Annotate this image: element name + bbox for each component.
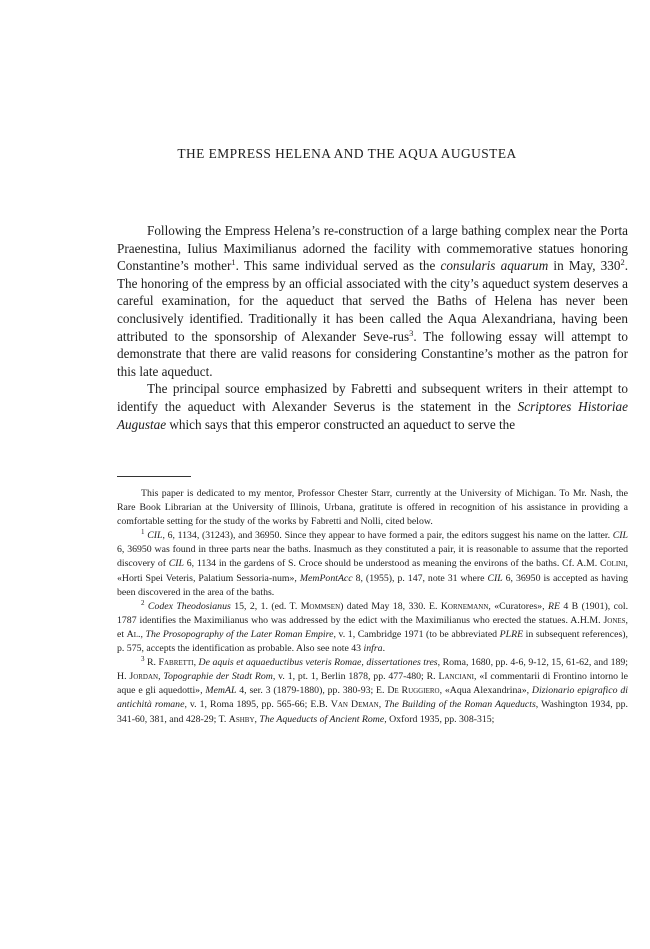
paragraph-2: The principal source emphasized by Fabretti and subsequent writers in their attempt to identify the aqueduct with Alexander Severus is the statement in the Scriptores Historiae Augustae which says that this emperor constructed an aqueduct to serve the xyxy=(117,381,628,432)
footnote-ref-1[interactable]: 1 xyxy=(231,257,236,268)
footnote-divider xyxy=(117,476,191,477)
paragraph-1: Following the Empress Helena’s re-construction of a large bathing complex near the Porta Praenestina, Iulius Maximilianus adorned the facility with commemorative statues honoring Constantine’s mother$^1$. This same individual served as the consularis aquarum in May, $330^2$. The honoring of the empress by an official associated with the city’s aqueduct system deserves a careful examination, for the aqueduct that served the Baths of Helena has never been conclusively identified. Traditionally it has been called the Aqua Alexandriana, having been attributed to the sponsorship of Alexander Seve-rus$^3$. The following essay will attempt to demonstrate that there are valid reasons for considering Constantine’s mother as the patron for this late aqueduct. xyxy=(117,223,629,379)
footnote-3: $^3$ R. Fabretti, De aquis et aquaeductibus veteris Romae, dissertationes tres, Roma, 1680, pp. 4-6, 9-12, 15, 61-62, and 189; H. Jordan, Topographie der Stadt Rom, v. 1, pt. 1, Berlin 1878, pp. 477-480; R. Lanciani, «I commentarii di Frontino intorno le aque e gli aquedotti», MemAL 4, ser. 3 (1879-1880), pp. 380-93; E. De Ruggiero, «Aqua Alexandrina», Dizionario epigrafico di antichità romane, v. 1, Roma 1895, pp. 565-66; E.B. Van Deman, The Building of the Roman Aqueducts, Washington 1934, pp. 341-60, 381, and 428-29; T. Ashby, The Aqueducts of Ancient Rome, Oxford 1935, pp. 308-315; xyxy=(117,655,628,725)
footnote-number: 1 xyxy=(141,528,145,537)
footnote-ref-3[interactable]: 3 xyxy=(409,327,414,338)
body-text xyxy=(117,222,628,433)
article-title: THE EMPRESS HELENA AND THE AQUA AUGUSTEA xyxy=(177,146,517,161)
footnote-number: 2 xyxy=(141,598,145,607)
dedication-note: This paper is dedicated to my mentor, Professor Chester Starr, currently at the University of Michigan. To Mr. Nash, the Rare Book Librarian at the University of Illinois, Urbana, gratitute is offered in recognition of his assistance in providing a comfortable setting for the study of the works by Fabretti and Nolli, cited below. xyxy=(117,488,628,528)
footnote-ref-2[interactable]: 2 xyxy=(620,257,625,268)
footnote-1: $^1$ CIL, 6, 1134, (31243), and 36950. Since they appear to have formed a pair, the editors suggest his name on the latter. CIL 6, 36950 was found in three parts near the baths. Inasmuch as they constituted a pair, it is reasonable to assume that the reported discovery of CIL 6, 1134 in the gardens of S. Croce should be understood as meaning the environs of the baths. Cf. A.M. Colini, «Horti Spei Veteris, Palatium Sessoria-num», MemPontAcc 8, (1955), p. 147, note 31 where CIL 6, 36950 is accepted as having been discovered in the area of the baths. xyxy=(117,528,628,598)
footnote-2: $^2$ Codex Theodosianus 15, 2, 1. (ed. T. Mommsen) dated May 18, 330. E. Kornemann, «Curatores», RE 4 B (1901), col. 1787 identifies the Maximilianus who was addressed by the edict with the Maximilianus who erected the statues. A.H.M. Jones, et Al., The Prosopography of the Later Roman Empire, v. 1, Cambridge 1971 (to be abbreviated PLRE in subsequent references), p. 575, accepts the identification as probable. Also see note 43 infra. xyxy=(117,598,629,655)
footnotes xyxy=(117,487,628,727)
footnote-number: 3 xyxy=(141,655,145,664)
